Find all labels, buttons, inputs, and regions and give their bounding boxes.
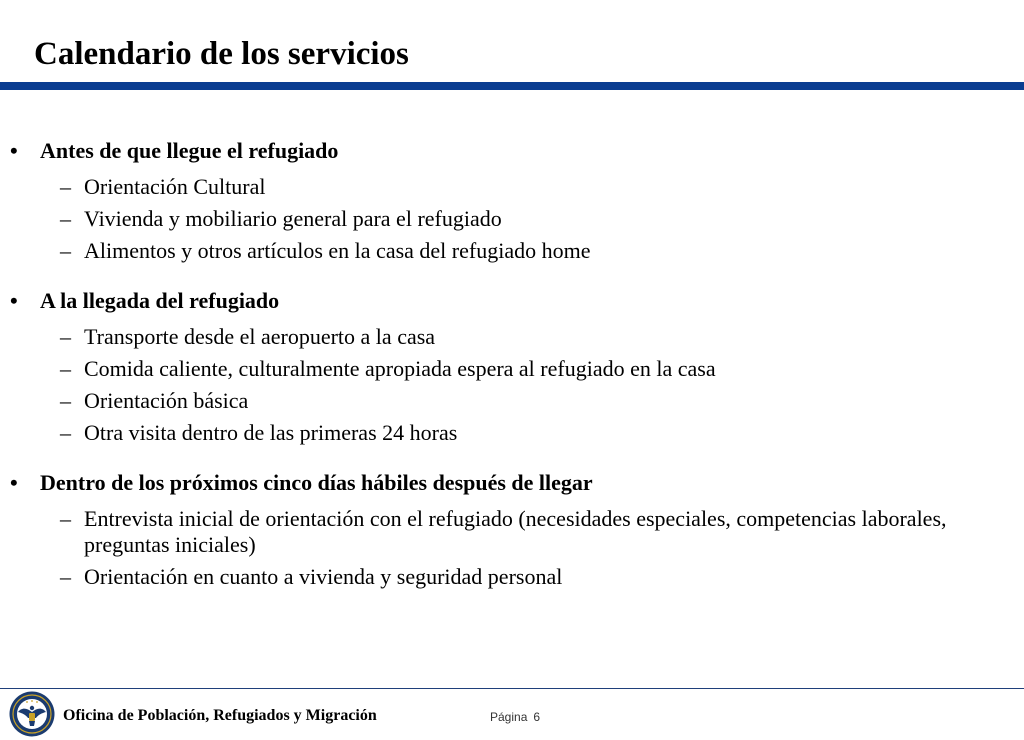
list-item (0, 174, 1024, 200)
seal-eagle-head (30, 706, 34, 710)
seal-eagle-tail (29, 721, 35, 726)
bullet-glyph: • (10, 470, 18, 495)
section-heading (0, 284, 1024, 318)
section-heading (0, 466, 1024, 500)
footer-organization: Oficina de Población, Refugiados y Migración (63, 707, 377, 724)
dash-glyph: – (60, 564, 71, 589)
dash-glyph: – (60, 388, 71, 413)
list-item (0, 324, 1024, 350)
dash-glyph: – (60, 420, 71, 445)
list-item-text: Alimentos y otros artículos en la casa del refugiado home (84, 238, 591, 263)
footer-page-number (490, 709, 540, 725)
section-heading-text: A la llegada del refugiado (40, 288, 280, 313)
section-heading (0, 134, 1024, 168)
list-item-text: Vivienda y mobiliario general para el refugiado (84, 206, 502, 231)
title-rule (0, 82, 1024, 90)
list-item (0, 206, 1024, 232)
list-item (0, 564, 1024, 590)
dash-glyph: – (60, 174, 71, 199)
dash-glyph: – (60, 238, 71, 263)
list-item-text: Entrevista inicial de orientación con el refugiado (necesidades especiales, competencias laborales, preguntas iniciales) (84, 506, 947, 557)
section-before-arrival (0, 134, 1024, 264)
seal-shield (29, 713, 35, 721)
section-first-five-days (0, 466, 1024, 590)
list-item-text: Orientación básica (84, 388, 249, 413)
list-item (0, 356, 1024, 382)
dash-glyph: – (60, 324, 71, 349)
page-number: 6 (533, 710, 541, 724)
list-item-text: Otra visita dentro de las primeras 24 horas (84, 420, 458, 445)
list-item (0, 506, 1024, 558)
footer-rule (0, 688, 1024, 689)
list-item (0, 238, 1024, 264)
department-of-state-seal-icon (9, 691, 55, 737)
slide-content (0, 134, 1024, 610)
bullet-glyph: • (10, 138, 18, 163)
section-heading-text: Antes de que llegue el refugiado (40, 138, 339, 163)
list-item-text: Transporte desde el aeropuerto a la casa (84, 324, 436, 349)
dash-glyph: – (60, 206, 71, 231)
dash-glyph: – (60, 506, 71, 531)
section-on-arrival (0, 284, 1024, 446)
dash-glyph: – (60, 356, 71, 381)
slide-title: Calendario de los servicios (34, 36, 409, 72)
list-item-text: Orientación en cuanto a vivienda y seguridad personal (84, 564, 563, 589)
list-item-text: Comida caliente, culturalmente apropiada espera al refugiado en la casa (84, 356, 716, 381)
list-item-text: Orientación Cultural (84, 174, 266, 199)
page-label: Página (490, 710, 528, 724)
section-heading-text: Dentro de los próximos cinco días hábiles después de llegar (40, 470, 593, 495)
list-item (0, 420, 1024, 446)
list-item (0, 388, 1024, 414)
bullet-glyph: • (10, 288, 18, 313)
